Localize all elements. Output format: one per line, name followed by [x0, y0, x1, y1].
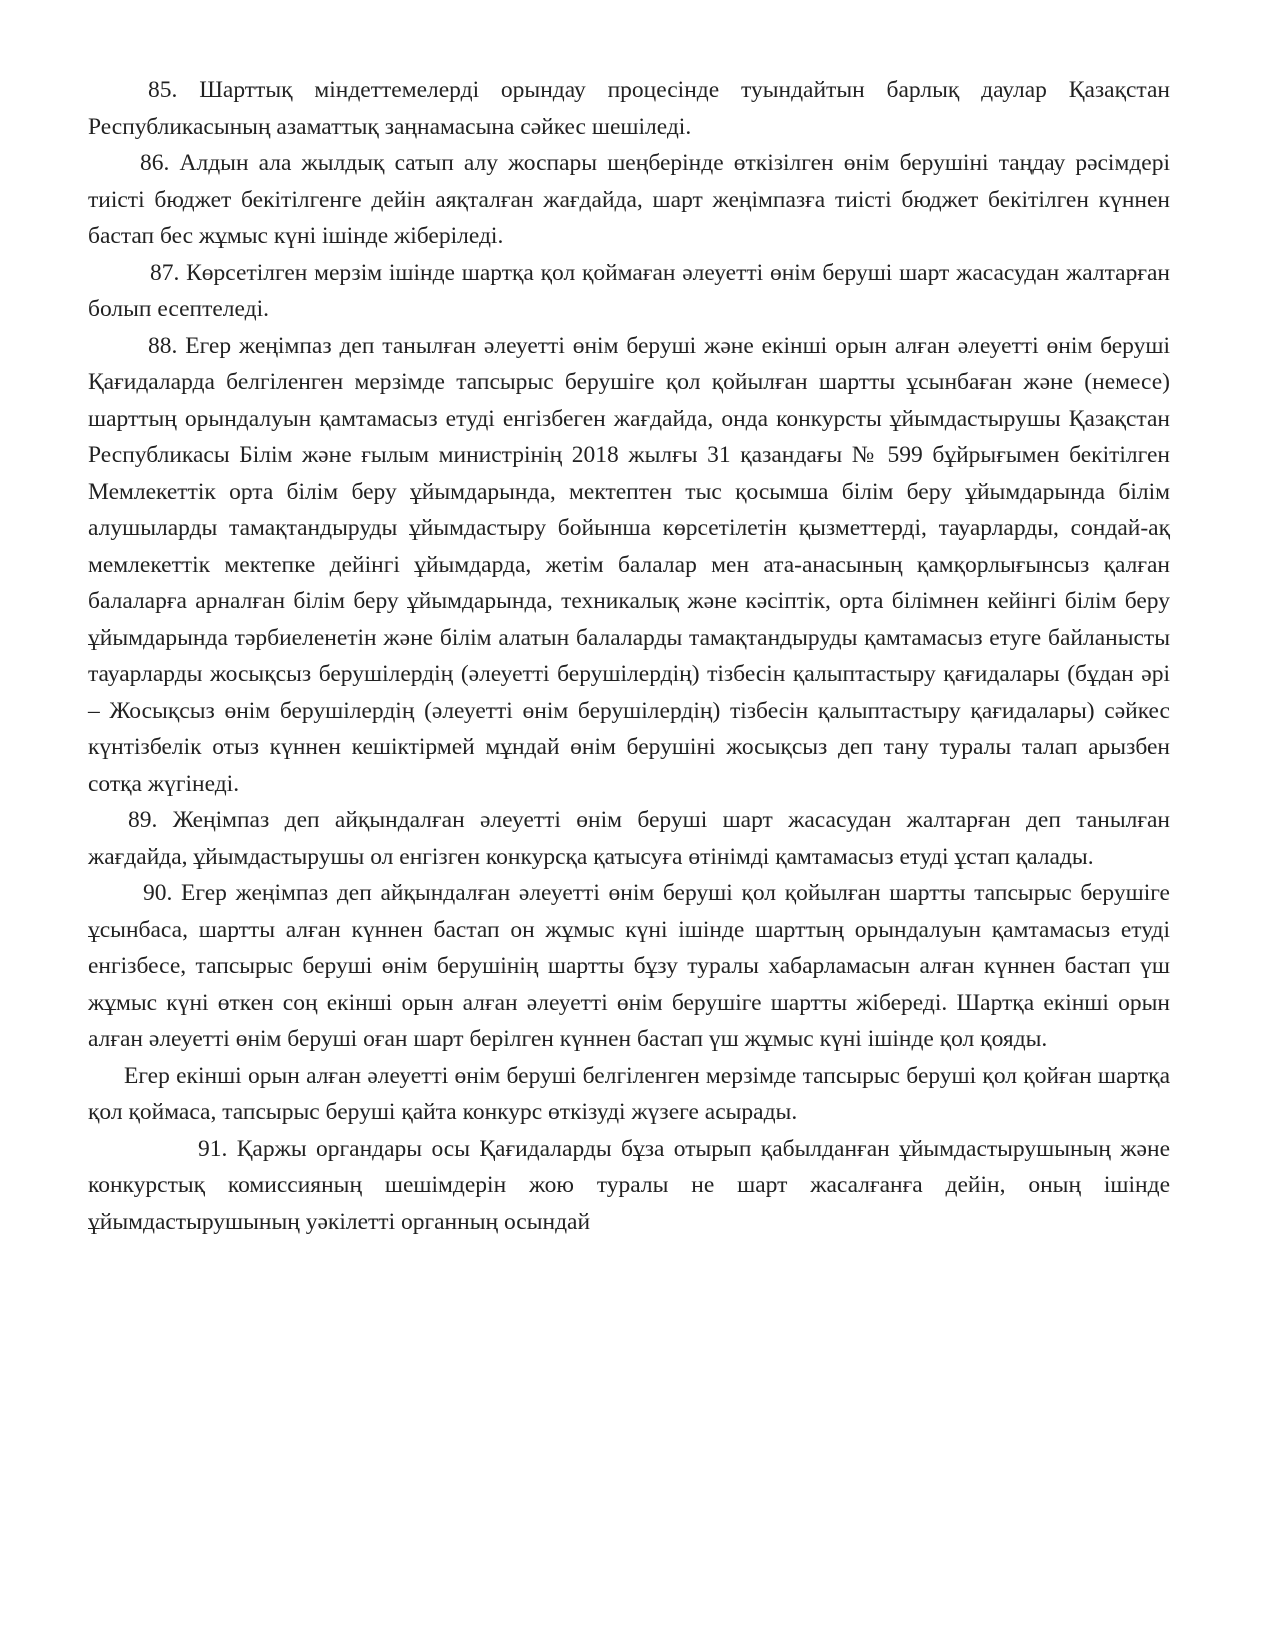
- paragraph-90-continuation: Егер екінші орын алған әлеуетті өнім беруші белгіленген мерзімде тапсырыс беруші қол қойған шартқа қол қоймаса, тапсырыс беруші қайта конкурс өткізуді жүзеге асырады.: [88, 1062, 1170, 1125]
- paragraph-88: 88. Егер жеңімпаз деп танылған әлеуетті өнім беруші және екінші орын алған әлеуетті өнім беруші Қағидаларда белгіленген мерзімде тапсырыс берушіге қол қойылған шартты ұсынбаған және (немесе) шарттың орындалуын қамтамасыз етуді енгізбеген жағдайда, онда конкурсты ұйымдастырушы Қазақстан Республикасы Білім және ғылым министрінің 2018 жылғы 31 қазандағы № 599 бұйрығымен бекітілген Мемлекеттік орта білім беру ұйымдарында, мектептен тыс қосымша білім беру ұйымдарында білім алушыларды тамақтандыруды ұйымдастыру бойынша көрсетілетін қызметтерді, тауарларды, сондай-ақ мемлекеттік мектепке дейінгі ұйымдарда, жетім балалар мен ата-анасының қамқорлығынсыз қалған балаларға арналған білім беру ұйымдарында, техникалық және кәсіптік, орта білімнен кейінгі білім беру ұйымдарында тәрбиеленетін және білім алатын балаларды тамақтандыруды қамтамасыз етуге байланысты тауарларды жосықсыз берушілердің (әлеуетті берушілердің) тізбесін қалыптастыру қағидалары (бұдан әрі – Жосықсыз өнім берушілердің (әлеуетті өнім берушілердің) тізбесін қалыптастыру қағидалары) сәйкес күнтізбелік отыз күннен кешіктірмей мұндай өнім берушіні жосықсыз деп тану туралы талап арызбен сотқа жүгінеді.: [88, 332, 1170, 797]
- paragraph-90: 90. Егер жеңімпаз деп айқындалған әлеуетті өнім беруші қол қойылған шартты тапсырыс берушіге ұсынбаса, шартты алған күннен бастап он жұмыс күні ішінде шарттың орындалуын қамтамасыз етуді енгізбесе, тапсырыс беруші өнім берушінің шартты бұзу туралы хабарламасын алған күннен бастап үш жұмыс күні өткен соң екінші орын алған әлеуетті өнім берушіге шартты жібереді. Шартқа екінші орын алған әлеуетті өнім беруші оған шарт берілген күннен бастап үш жұмыс күні ішінде қол қояды.: [88, 880, 1170, 1052]
- paragraph-86: 86. Алдын ала жылдық сатып алу жоспары шеңберінде өткізілген өнім берушіні таңдау рәсімдері тиісті бюджет бекітілгенге дейін аяқталған жағдайда, шарт жеңімпазға тиісті бюджет бекітілген күннен бастап бес жұмыс күні ішінде жіберіледі.: [88, 150, 1170, 249]
- paragraph-85: 85. Шарттық міндеттемелерді орындау процесінде туындайтын барлық даулар Қазақстан Республикасының азаматтық заңнамасына сәйкес шешіледі.: [88, 77, 1170, 140]
- paragraph-89: 89. Жеңімпаз деп айқындалған әлеуетті өнім беруші шарт жасасудан жалтарған деп танылған жағдайда, ұйымдастырушы ол енгізген конкурсқа қатысуға өтінімді қамтамасыз етуді ұстап қалады.: [88, 807, 1170, 870]
- paragraph-91: 91. Қаржы органдары осы Қағидаларды бұза отырып қабылданған ұйымдастырушының және конкурстық комиссияның шешімдерін жою туралы не шарт жасалғанға дейін, оның ішінде ұйымдастырушының уәкілетті органның осындай: [88, 1135, 1170, 1235]
- document-body: [88, 72, 1170, 1240]
- paragraph-87: 87. Көрсетілген мерзім ішінде шартқа қол қоймаған әлеуетті өнім беруші шарт жасасудан жалтарған болып есептеледі.: [88, 259, 1170, 322]
